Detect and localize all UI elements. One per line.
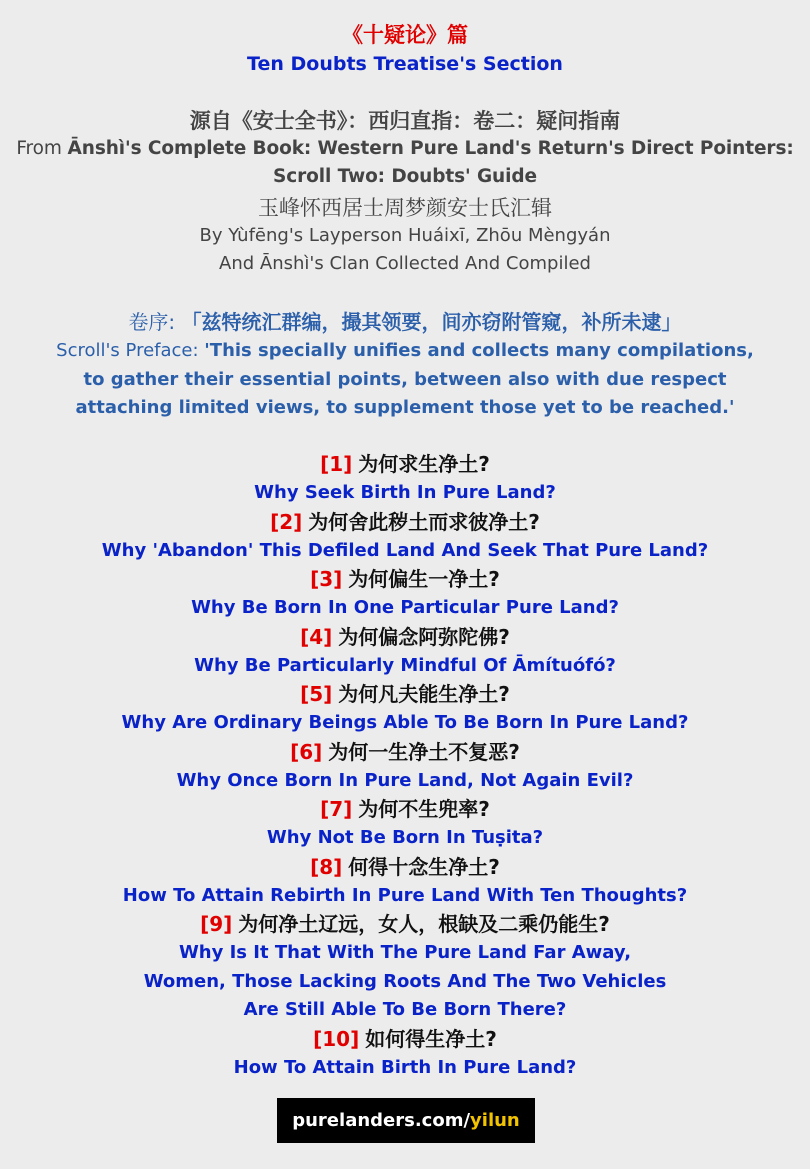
question-english: Why Be Born In One Particular Pure Land? <box>191 597 619 618</box>
url-main: purelanders.com/ <box>292 1110 471 1131</box>
compiler-english-line1: By Yùfēng's Layperson Huáixī, Zhōu Mèngyán <box>199 225 611 246</box>
question-chinese <box>0 853 810 882</box>
question-chinese-text: 为何偏念阿弥陀佛? <box>338 624 510 649</box>
question-english: Why Is It That With The Pure Land Far Away, <box>178 942 632 963</box>
source-english-line1: Ānshì's Complete Book: Western Pure Land's Return's Direct Pointers: <box>67 138 794 159</box>
question-english: Women, Those Lacking Roots And The Two Vehicles <box>143 970 667 992</box>
question-chinese <box>0 623 810 652</box>
preface-chinese-prefix: 卷序: <box>128 310 182 334</box>
question-chinese-text: 如何得生净土? <box>365 1026 497 1051</box>
question-chinese <box>0 738 810 767</box>
question-number: [3] <box>310 567 343 591</box>
source-chinese: 源自《安士全书》：西归直指：卷二：疑问指南 <box>189 109 621 133</box>
question-chinese <box>0 795 810 824</box>
question-english: Are Still Able To Be Born There? <box>243 999 567 1020</box>
title-chinese: 《十疑论》篇 <box>342 23 468 47</box>
question-number: [8] <box>310 854 343 879</box>
source-english <box>0 135 810 191</box>
question-number: [7] <box>320 797 353 821</box>
question-chinese <box>0 680 810 709</box>
compiler-chinese: 玉峰怀西居士周梦颜安士氏汇辑 <box>258 196 552 220</box>
question-chinese <box>0 910 810 939</box>
question-number: [2] <box>270 509 303 534</box>
preface-english-line3: attaching limited views, to supplement those yet to be reached.' <box>75 397 735 418</box>
question-english: Why Seek Birth In Pure Land? <box>254 482 556 503</box>
question-english: Why Not Be Born In Tuṣita? <box>266 827 544 848</box>
preface-english-line1: 'This specially unifies and collects many compilations, <box>204 340 754 361</box>
question-list <box>0 450 810 1082</box>
question-english: How To Attain Rebirth In Pure Land With Ten Thoughts? <box>122 884 688 906</box>
question-chinese-text: 为何净土辽远，女人，根缺及二乘仍能生? <box>238 912 610 936</box>
question-chinese-text: 为何一生净土不复恶? <box>328 739 520 764</box>
source-english-prefix: From <box>16 138 68 159</box>
question-chinese-text: 为何不生兜率? <box>358 797 490 821</box>
question-number: [4] <box>300 624 333 649</box>
question-number: [5] <box>300 682 333 706</box>
question-number: [6] <box>290 739 323 764</box>
question-english: Why 'Abandon' This Defiled Land And Seek That Pure Land? <box>101 539 709 561</box>
question-number: [9] <box>200 912 233 936</box>
title-english: Ten Doubts Treatise's Section <box>247 53 563 75</box>
question-english: Why Once Born In Pure Land, Not Again Evil? <box>176 769 634 791</box>
website-url-badge[interactable] <box>277 1098 535 1143</box>
url-highlight: yilun <box>470 1110 520 1131</box>
question-number: [1] <box>320 452 353 476</box>
question-english: How To Attain Birth In Pure Land? <box>233 1056 577 1078</box>
question-chinese <box>0 1025 810 1054</box>
preface-english <box>0 337 810 423</box>
question-english: Why Are Ordinary Beings Able To Be Born In Pure Land? <box>121 712 689 733</box>
compiler-english-line2: And Ānshì's Clan Collected And Compiled <box>219 253 591 274</box>
question-chinese <box>0 565 810 594</box>
question-chinese-text: 为何偏生一净土? <box>348 567 500 591</box>
preface-chinese-quote: 「兹特统汇群编，撮其领要，间亦窃附管窥，补所未逮」 <box>181 310 682 334</box>
question-chinese-text: 为何求生净土? <box>358 452 490 476</box>
compiler-english <box>0 222 810 278</box>
question-chinese-text: 为何凡夫能生净土? <box>338 682 510 706</box>
question-chinese <box>0 450 810 479</box>
question-number: [10] <box>313 1026 360 1051</box>
question-chinese-text: 为何舍此秽土而求彼净土? <box>308 509 540 534</box>
question-chinese-text: 何得十念生净土? <box>348 854 500 879</box>
preface-english-line2: to gather their essential points, between also with due respect <box>83 368 727 390</box>
preface-english-prefix: Scroll's Preface: <box>56 340 205 361</box>
question-english: Why Be Particularly Mindful Of Āmítuófó? <box>194 654 616 676</box>
preface-chinese <box>0 307 810 337</box>
source-english-line2: Scroll Two: Doubts' Guide <box>273 166 537 187</box>
question-chinese <box>0 508 810 537</box>
